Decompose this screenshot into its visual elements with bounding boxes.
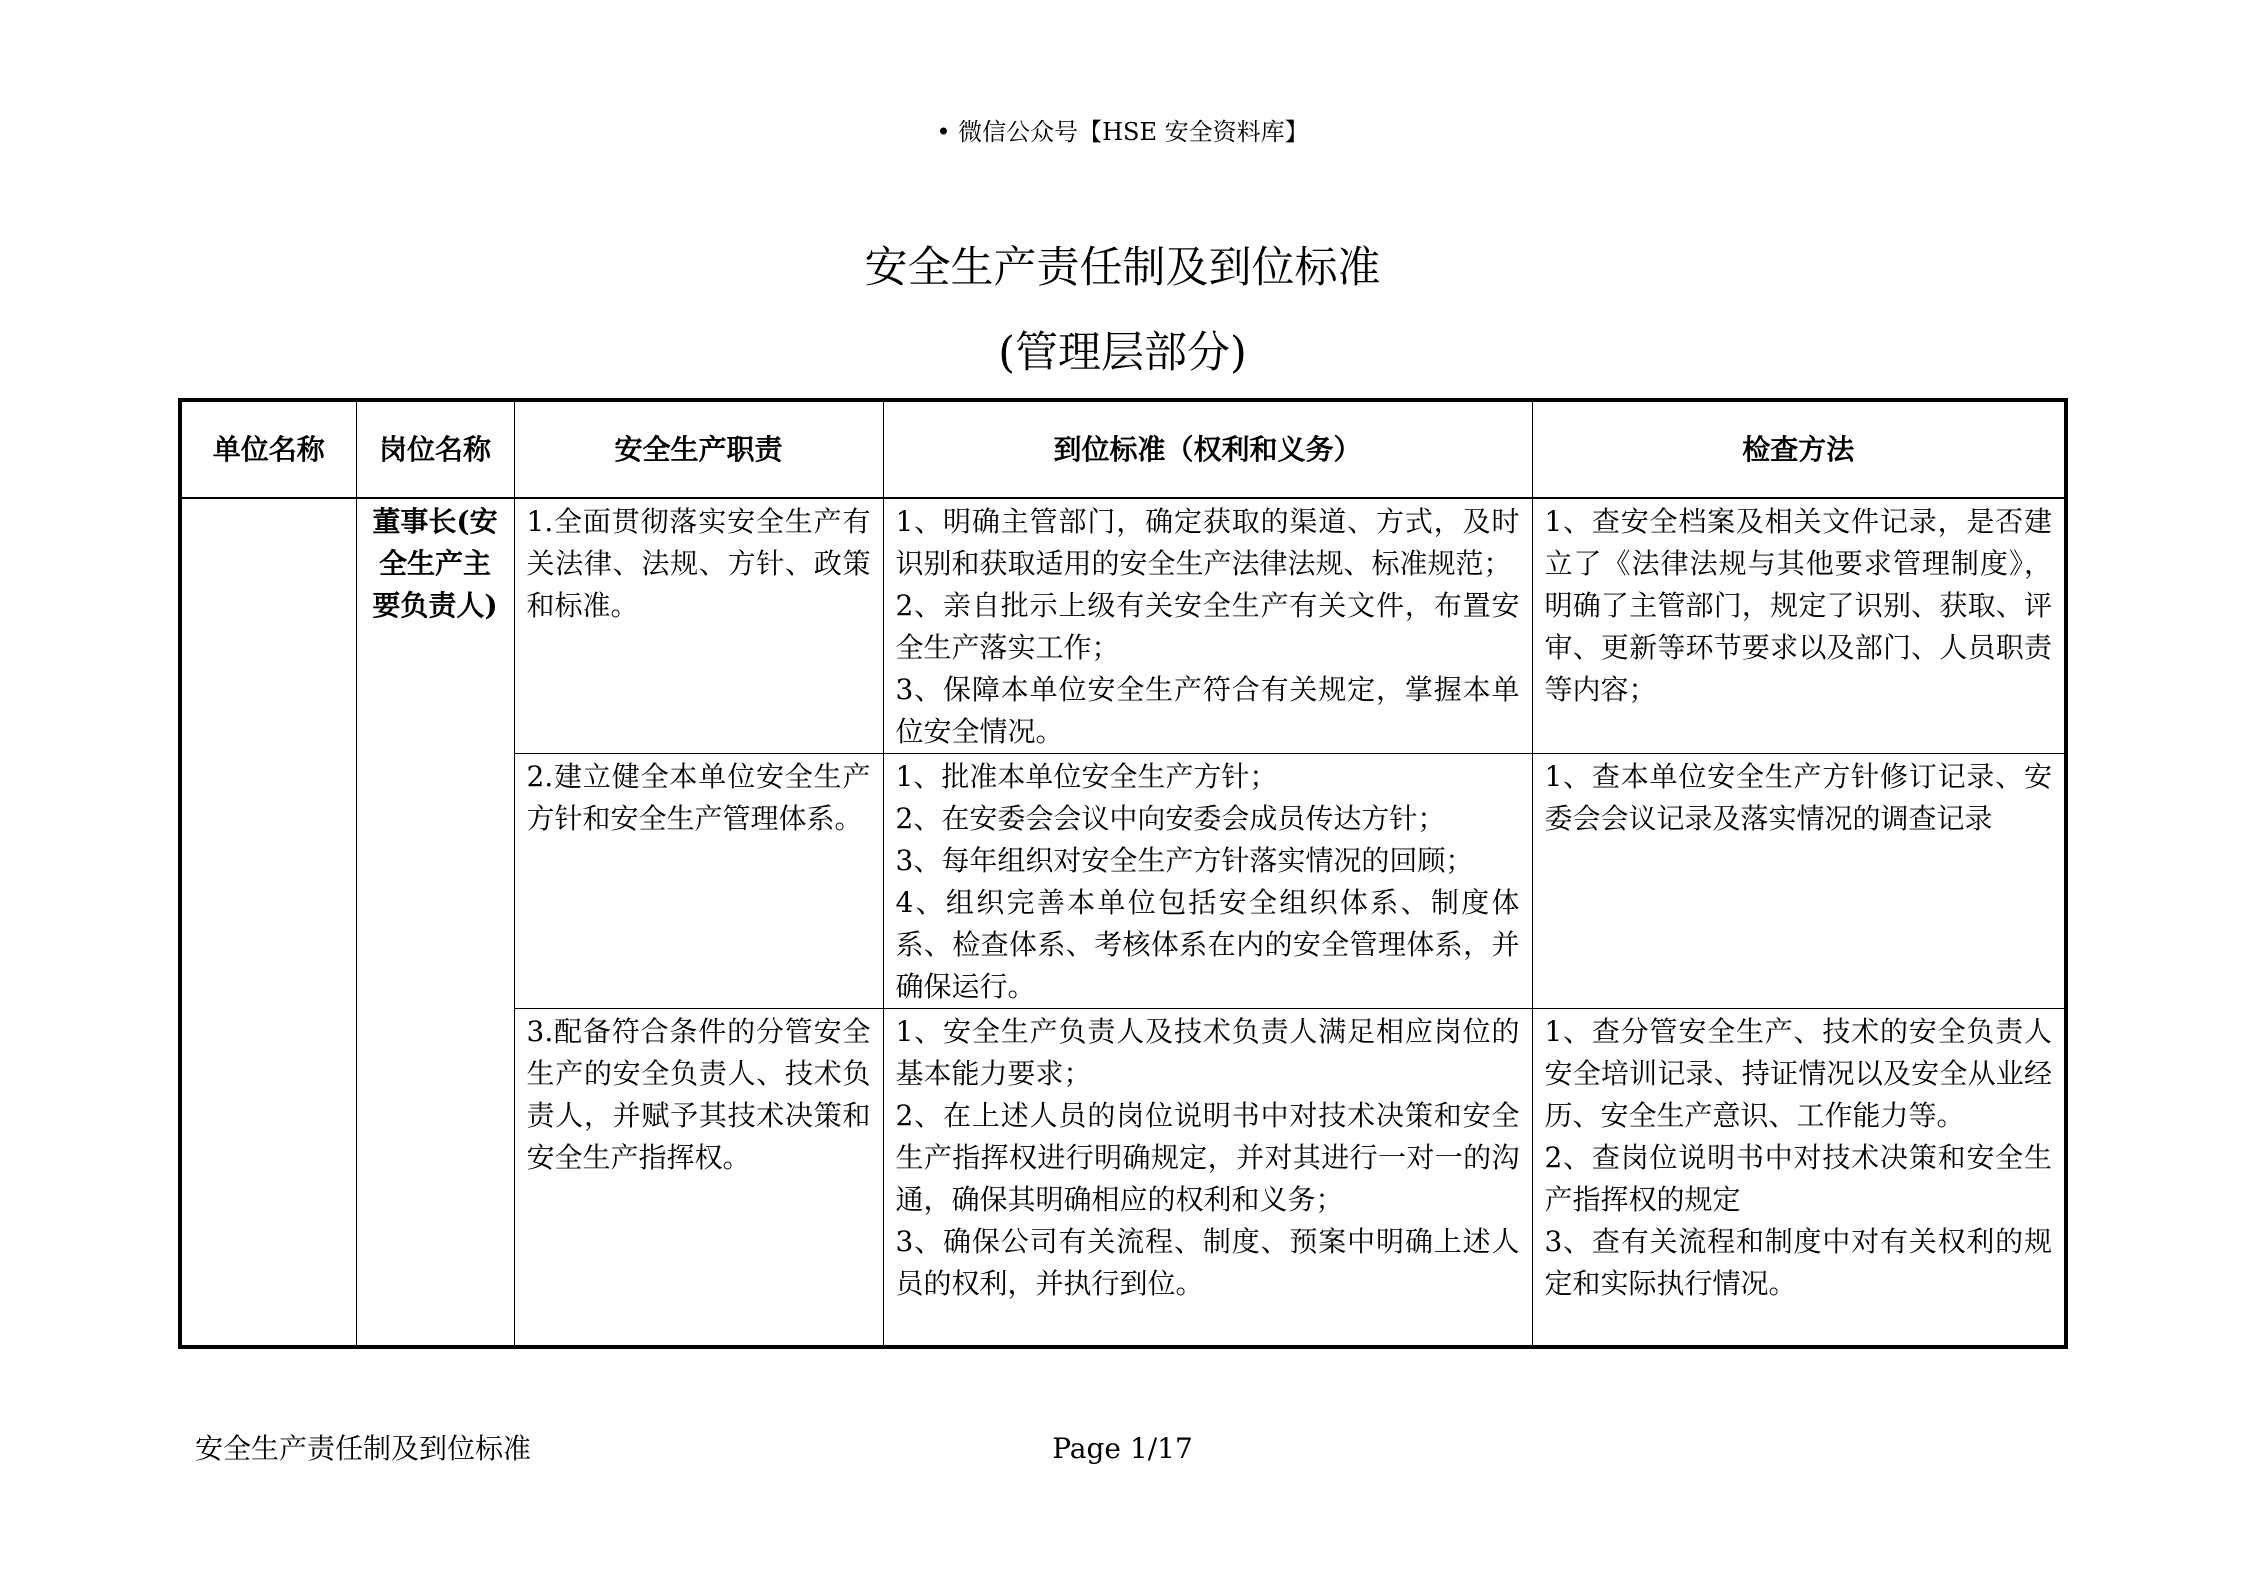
document-subtitle: (管理层部分): [998, 328, 1247, 378]
standard-cell: [883, 754, 1532, 1009]
check-item: 3、查有关流程和制度中对有关权利的规定和实际执行情况。: [1544, 1225, 2052, 1300]
standard-cell: [883, 498, 1532, 754]
column-header-unit: 单位名称: [180, 400, 356, 498]
table-header-row: [180, 400, 2066, 498]
standard-item: 1、安全生产负责人及技术负责人满足相应岗位的基本能力要求；: [895, 1015, 1520, 1090]
standard-item: 3、保障本单位安全生产符合有关规定，掌握本单位安全情况。: [895, 673, 1520, 748]
check-item: 1、查本单位安全生产方针修订记录、安委会会议记录及落实情况的调查记录: [1544, 760, 2052, 835]
standard-item: 1、批准本单位安全生产方针；: [895, 760, 1278, 793]
post-name-cell: 董事长(安全生产主要负责人): [356, 498, 514, 1347]
check-cell: [1532, 498, 2066, 754]
standard-item: 3、每年组织对安全生产方针落实情况的回顾；: [895, 844, 1474, 877]
duty-cell: 2.建立健全本单位安全生产方针和安全生产管理体系。: [514, 754, 883, 1009]
table-row: [180, 498, 2066, 754]
column-header-standard: 到位标准（权利和义务）: [883, 400, 1532, 498]
standard-item: 2、亲自批示上级有关安全生产有关文件，布置安全生产落实工作；: [895, 589, 1520, 664]
duty-cell: 1.全面贯彻落实安全生产有关法律、法规、方针、政策和标准。: [514, 498, 883, 754]
standard-item: 1、明确主管部门，确定获取的渠道、方式，及时识别和获取适用的安全生产法律法规、标准规范；: [895, 505, 1520, 580]
document-title: 安全生产责任制及到位标准: [864, 243, 1381, 293]
standard-item: 3、确保公司有关流程、制度、预案中明确上述人员的权利，并执行到位。: [895, 1225, 1520, 1300]
standard-item: 2、在上述人员的岗位说明书中对技术决策和安全生产指挥权进行明确规定，并对其进行一对一的沟通，确保其明确相应的权利和义务；: [895, 1099, 1520, 1216]
check-cell: [1532, 1009, 2066, 1347]
unit-name-cell: [180, 498, 356, 1347]
footer-page-number: Page 1/17: [1052, 1432, 1193, 1465]
check-item: 2、查岗位说明书中对技术决策和安全生产指挥权的规定: [1544, 1141, 2052, 1216]
check-item: 1、查安全档案及相关文件记录，是否建立了《法律法规与其他要求管理制度》，明确了主管部门，规定了识别、获取、评审、更新等环节要求以及部门、人员职责等内容；: [1544, 505, 2052, 706]
responsibility-table: [178, 398, 2068, 1349]
standard-cell: [883, 1009, 1532, 1347]
standard-item: 2、在安委会会议中向安委会成员传达方针；: [895, 802, 1446, 835]
check-cell: [1532, 754, 2066, 1009]
check-item: 1、查分管安全生产、技术的安全负责人安全培训记录、持证情况以及安全从业经历、安全生产意识、工作能力等。: [1544, 1015, 2052, 1132]
standard-item: 4、组织完善本单位包括安全组织体系、制度体系、检查体系、考核体系在内的安全管理体系，并确保运行。: [895, 886, 1520, 1003]
footer-document-name: 安全生产责任制及到位标准: [195, 1432, 532, 1465]
duty-cell: 3.配备符合条件的分管安全生产的安全负责人、技术负责人，并赋予其技术决策和安全生产指挥权。: [514, 1009, 883, 1347]
column-header-post: 岗位名称: [356, 400, 514, 498]
header-source-line: • 微信公众号【HSE 安全资料库】: [936, 118, 1309, 146]
column-header-duty: 安全生产职责: [514, 400, 883, 498]
column-header-check: 检查方法: [1532, 400, 2066, 498]
